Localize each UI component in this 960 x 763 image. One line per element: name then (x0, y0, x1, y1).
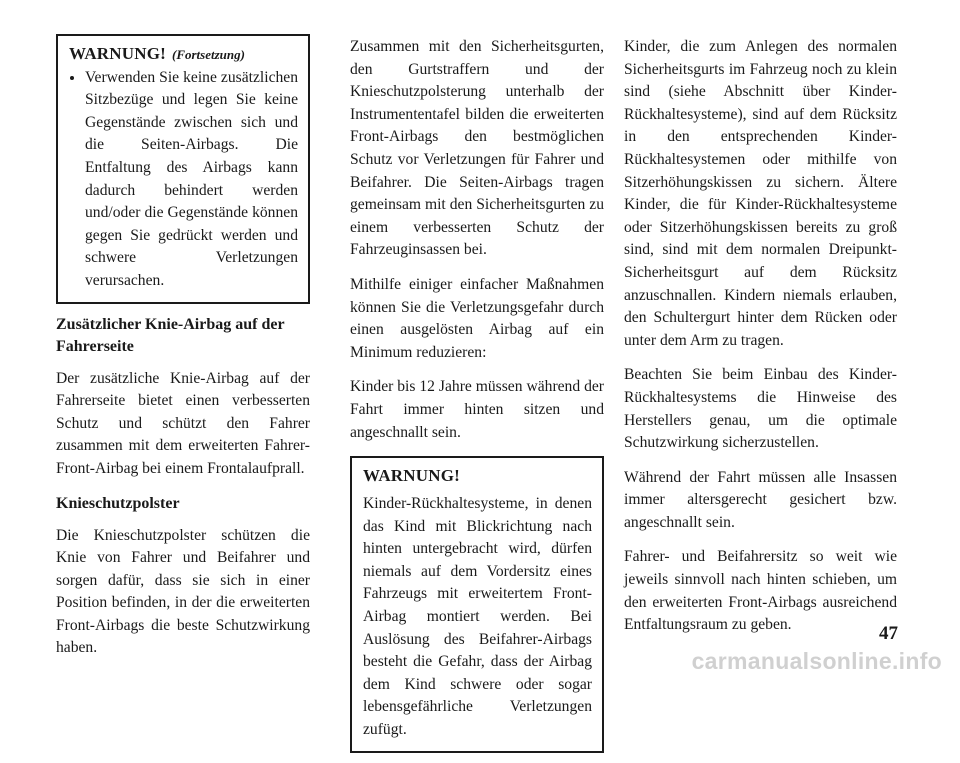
warning-list (69, 67, 298, 293)
section-heading-knee-airbag: Zusätzlicher Knie-Airbag auf der Fahrerseite (56, 315, 285, 355)
paragraph: Beachten Sie beim Einbau des Kinder-Rückhaltesystems die Hinweise des Herstellers genau, um die optimale Schutzwirkung sicherzustellen. (624, 366, 897, 452)
paragraph: Mithilfe einiger einfacher Maßnahmen können Sie die Verletzungsgefahr durch einen ausgelösten Airbag auf ein Minimum reduzieren: (350, 275, 604, 361)
warning-title: WARNUNG! (363, 466, 460, 486)
warning-box-continued (56, 34, 310, 304)
warning-text: Kinder-Rückhaltesysteme, in denen das Kind mit Blickrichtung nach hinten untergebracht wird, dürfen niemals auf dem Vordersitz eines Fahrzeugs mit erweitertem Front-Airbag montiert werden. Bei Auslösung des Beifahrer-Airbags besteht die Gefahr, dass der Airbag dem Kind schwere oder sogar lebensgefährliche Verletzungen zufügt. (363, 495, 592, 739)
warning-heading (69, 43, 298, 67)
paragraph: Während der Fahrt müssen alle Insassen immer altersgerecht gesichert bzw. angeschnallt sein. (624, 468, 897, 531)
watermark-text: carmanualsonline.info (691, 648, 942, 674)
warning-box (350, 456, 604, 753)
paragraph: Der zusätzliche Knie-Airbag auf der Fahrerseite bietet einen verbesserten Schutz und schützt den Fahrer zusammen mit dem erweiterten Fahrer-Front-Airbag bei einem Frontalaufprall. (56, 369, 310, 477)
section-heading-knee-bolster: Knieschutzpolster (56, 494, 180, 512)
paragraph: Kinder bis 12 Jahre müssen während der Fahrt immer hinten sitzen und angeschnallt sein. (350, 378, 604, 441)
paragraph: Zusammen mit den Sicherheitsgurten, den Gurtstraffern und der Knieschutzpolsterung unterhalb der Instrumententafel bilden die erweiterten Front-Airbags den bestmöglichen Schutz vor Verletzungen für Fahrer und Beifahrer. Die Seiten-Airbags tragen gemeinsam mit den Sicherheitsgurten zu einem verbesserten Schutz der Fahrzeuginsassen bei. (350, 38, 604, 259)
left-column (56, 34, 310, 672)
warning-title: WARNUNG! (69, 44, 166, 63)
page-number: 47 (879, 623, 898, 644)
warning-bullet: • Verwenden Sie keine zusätzlichen Sitzbezüge und legen Sie keine Gegenstände zwischen sich und die Seiten-Airbags. Die Entfaltung des Airbags kann dadurch behindert werden und/oder die Gegenstände können gegen Sie gedrückt werden und schwere Verletzungen verursachen. (85, 67, 298, 293)
paragraph: Kinder, die zum Anlegen des normalen Sicherheitsgurts im Fahrzeug noch zu klein sind (siehe Abschnitt über Kinder-Rückhaltesysteme), sind auf dem Rücksitz in den entsprechenden Kinder-Rückhaltesystemen oder mithilfe von Sitzerhöhungskissen zu sichern. Ältere Kinder, die für Kinder-Rückhaltesysteme oder Sitzerhöhungskissen bereits zu groß sind, sind mit dem normalen Dreipunkt-Sicherheitsgurt auf dem Rücksitz anzuschnallen. Kindern niemals erlauben, den Schultergurt hinter dem Rücken oder unter dem Arm zu tragen. (624, 38, 897, 349)
paragraph: Die Knieschutzpolster schützen die Knie von Fahrer und Beifahrer und sorgen dafür, dass sie sich in einer Position befinden, in der die erweiterten Front-Airbags die beste Schutzwirkung haben. (56, 526, 310, 657)
middle-column (350, 36, 604, 763)
continuation-label: (Fortsetzung) (171, 47, 245, 62)
paragraph: Fahrer- und Beifahrersitz so weit wie jeweils sinnvoll nach hinten schieben, um den erweiterten Front-Airbags ausreichend Entfaltungsraum zu geben. (624, 548, 897, 634)
right-column (624, 36, 897, 649)
